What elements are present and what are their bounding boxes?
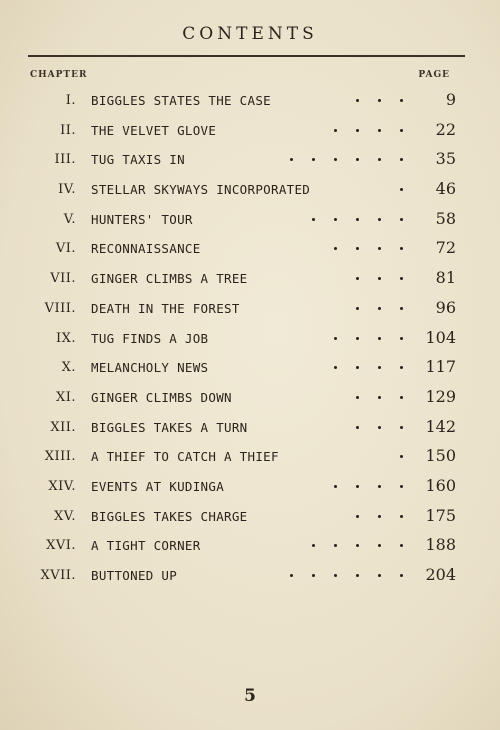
leader-dot [334, 485, 337, 488]
leader-dot [400, 277, 403, 280]
leader-dot [400, 307, 403, 310]
toc-row [0, 382, 500, 412]
chapter-number: IV. [58, 182, 76, 198]
leader-dot [400, 515, 403, 518]
leader-dot [400, 396, 403, 399]
chapter-page-number: 81 [435, 268, 456, 288]
leader-dot [356, 544, 359, 547]
leader-dot [400, 574, 403, 577]
leader-dot [356, 337, 359, 340]
leader-dot [356, 129, 359, 132]
leader-dot [400, 426, 403, 429]
leader-dot [400, 455, 403, 458]
chapter-page-number: 204 [425, 565, 456, 584]
leader-dots [0, 218, 500, 222]
leader-dot [378, 515, 381, 518]
toc-row [0, 115, 500, 145]
chapter-title: THE VELVET GLOVE [91, 122, 217, 138]
chapter-number: XI. [55, 389, 76, 405]
leader-dot [378, 129, 381, 132]
leader-dot [356, 515, 359, 518]
chapter-page-number: 35 [435, 149, 456, 169]
chapter-page-number: 160 [425, 475, 456, 495]
leader-dot [400, 485, 403, 488]
leader-dot [400, 544, 403, 547]
leader-dot [356, 218, 359, 221]
leader-dot [334, 158, 337, 161]
leader-dot [312, 544, 315, 547]
leader-dot [290, 574, 293, 577]
chapter-page-number: 9 [445, 90, 456, 109]
chapter-title: MELANCHOLY NEWS [91, 360, 209, 376]
leader-dot [378, 158, 381, 161]
chapter-page-number: 188 [425, 535, 456, 555]
leader-dot [400, 247, 403, 250]
chapter-title: A THIEF TO CATCH A THIEF [91, 449, 279, 465]
leader-dot [312, 158, 315, 161]
leader-dots [0, 99, 500, 103]
leader-dots [0, 158, 500, 162]
leader-dot [400, 129, 403, 132]
chapter-title: TUG FINDS A JOB [91, 330, 209, 346]
chapter-title: HUNTERS' TOUR [91, 211, 193, 227]
leader-dot [400, 99, 403, 102]
chapter-number: I. [65, 93, 76, 108]
chapter-title: RECONNAISSANCE [91, 241, 201, 257]
chapter-title: GINGER CLIMBS A TREE [91, 271, 248, 287]
leader-dot [334, 544, 337, 547]
leader-dot [356, 158, 359, 161]
leader-dot [356, 99, 359, 102]
chapter-column-header: CHAPTER [30, 70, 88, 80]
leader-dot [356, 396, 359, 399]
chapter-page-number: 142 [425, 416, 456, 436]
leader-dot [400, 366, 403, 369]
leader-dot [378, 426, 381, 429]
leader-dot [334, 129, 337, 132]
leader-dot [400, 158, 403, 161]
toc-row [0, 233, 500, 263]
page-column-header: PAGE [418, 70, 450, 80]
chapter-number: V. [63, 211, 76, 227]
chapter-page-number: 46 [435, 179, 456, 199]
leader-dots [0, 307, 500, 311]
leader-dot [334, 218, 337, 221]
chapter-page-number: 117 [425, 357, 456, 377]
chapter-page-number: 58 [435, 208, 456, 228]
chapter-title: BUTTONED UP [91, 568, 178, 583]
chapter-page-number: 104 [425, 327, 456, 347]
leader-dot [334, 337, 337, 340]
chapter-number: IX. [55, 330, 76, 346]
chapter-number: XVI. [46, 538, 76, 554]
leader-dot [334, 366, 337, 369]
chapter-page-number: 72 [435, 238, 456, 258]
leader-dot [378, 544, 381, 547]
leader-dots [0, 188, 500, 192]
chapter-number: VI. [55, 241, 76, 257]
table-of-contents [0, 85, 500, 590]
leader-dot [356, 574, 359, 577]
chapter-page-number: 175 [425, 505, 456, 525]
leader-dot [312, 574, 315, 577]
leader-dot [356, 485, 359, 488]
leader-dots [0, 247, 500, 251]
leader-dot [378, 366, 381, 369]
leader-dot [378, 337, 381, 340]
chapter-number: XVII. [40, 568, 76, 583]
chapter-number: XII. [50, 419, 76, 435]
toc-row [0, 412, 500, 442]
leader-dot [290, 158, 293, 161]
leader-dot [400, 337, 403, 340]
chapter-number: VII. [50, 271, 76, 287]
page-number: 5 [244, 686, 256, 706]
toc-row [0, 293, 500, 323]
toc-row [0, 560, 500, 590]
chapter-page-number: 96 [435, 297, 456, 317]
leader-dot [400, 218, 403, 221]
chapter-number: II. [60, 122, 76, 138]
chapter-title: GINGER CLIMBS DOWN [91, 389, 232, 405]
toc-row [0, 501, 500, 531]
title-rule [28, 55, 465, 57]
leader-dot [356, 247, 359, 250]
leader-dot [378, 99, 381, 102]
leader-dot [334, 247, 337, 250]
leader-dot [356, 426, 359, 429]
chapter-title: STELLAR SKYWAYS INCORPORATED [91, 182, 311, 198]
leader-dot [356, 307, 359, 310]
leader-dot [378, 277, 381, 280]
chapter-title: A TIGHT CORNER [91, 538, 201, 554]
leader-dot [334, 574, 337, 577]
toc-row [0, 352, 500, 382]
chapter-title: BIGGLES TAKES CHARGE [91, 508, 248, 524]
leader-dot [378, 396, 381, 399]
toc-row [0, 144, 500, 174]
leader-dots [0, 277, 500, 281]
chapter-number: VIII. [44, 300, 76, 316]
leader-dot [378, 247, 381, 250]
chapter-page-number: 22 [435, 119, 456, 139]
chapter-number: III. [54, 152, 76, 168]
chapter-title: DEATH IN THE FOREST [91, 300, 240, 316]
leader-dot [312, 218, 315, 221]
toc-row [0, 441, 500, 471]
toc-row [0, 323, 500, 353]
chapter-page-number: 129 [425, 386, 456, 406]
chapter-title: BIGGLES TAKES A TURN [91, 419, 248, 435]
leader-dot [378, 218, 381, 221]
chapter-title: TUG TAXIS IN [91, 152, 185, 168]
leader-dot [356, 366, 359, 369]
chapter-page-number: 150 [425, 446, 456, 466]
chapter-number: XIV. [48, 478, 76, 494]
chapter-title: BIGGLES STATES THE CASE [91, 93, 271, 108]
chapter-title: EVENTS AT KUDINGA [91, 478, 225, 494]
toc-row [0, 263, 500, 293]
chapter-number: XIII. [44, 449, 76, 465]
toc-row [0, 174, 500, 204]
leader-dot [400, 188, 403, 191]
leader-dot [356, 277, 359, 280]
toc-row [0, 530, 500, 560]
toc-row [0, 471, 500, 501]
toc-row [0, 204, 500, 234]
toc-row [0, 85, 500, 115]
leader-dot [378, 574, 381, 577]
leader-dots [0, 129, 500, 133]
chapter-number: X. [61, 360, 76, 376]
leader-dot [378, 307, 381, 310]
leader-dot [378, 485, 381, 488]
page-title: CONTENTS [182, 24, 318, 44]
chapter-number: XV. [53, 508, 76, 524]
